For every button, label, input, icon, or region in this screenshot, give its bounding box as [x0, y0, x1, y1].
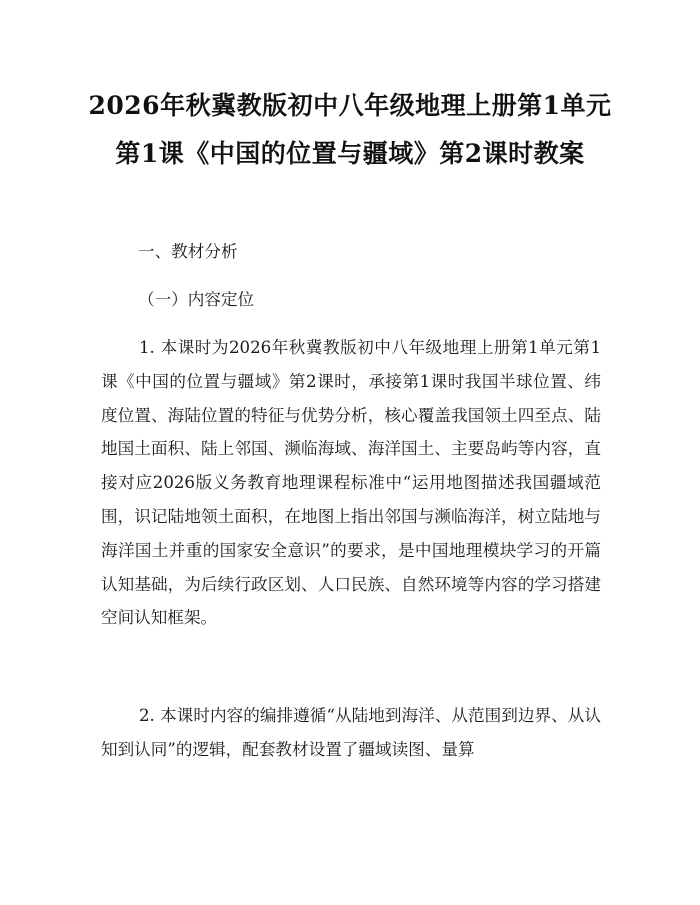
subsection-heading: （一）内容定位 — [138, 290, 255, 309]
section-heading: 一、教材分析 — [138, 242, 238, 261]
paragraph-1: 1. 本课时为2026年秋冀教版初中八年级地理上册第1单元第1课《中国的位置与疆域》第2课时，承接第1课时我国半球位置、纬度位置、海陆位置的特征与优势分析，核心覆盖我国领土四至点、陆地国土面积、陆上邻国、濒临海域、海洋国土、主要岛屿等内容，直接对应2026版义务教育地理课程标准中“运用地图描述我国疆域范围，识记陆地领土面积，在地图上指出邻国与濒临海洋，树立陆地与海洋国土并重的国家安全意识”的要求，是中国地理模块学习的开篇认知基础，为后续行政区划、人口民族、自然环境等内容的学习搭建空间认知框架。 — [101, 338, 601, 628]
document-title: 2026年秋冀教版初中八年级地理上册第1单元第1课《中国的位置与疆域》第2课时教案 — [88, 91, 612, 168]
paragraph-2: 2. 本课时内容的编排遵循“从陆地到海洋、从范围到边界、从认知到认同”的逻辑，配套教材设置了疆域读图、量算 — [101, 706, 601, 759]
